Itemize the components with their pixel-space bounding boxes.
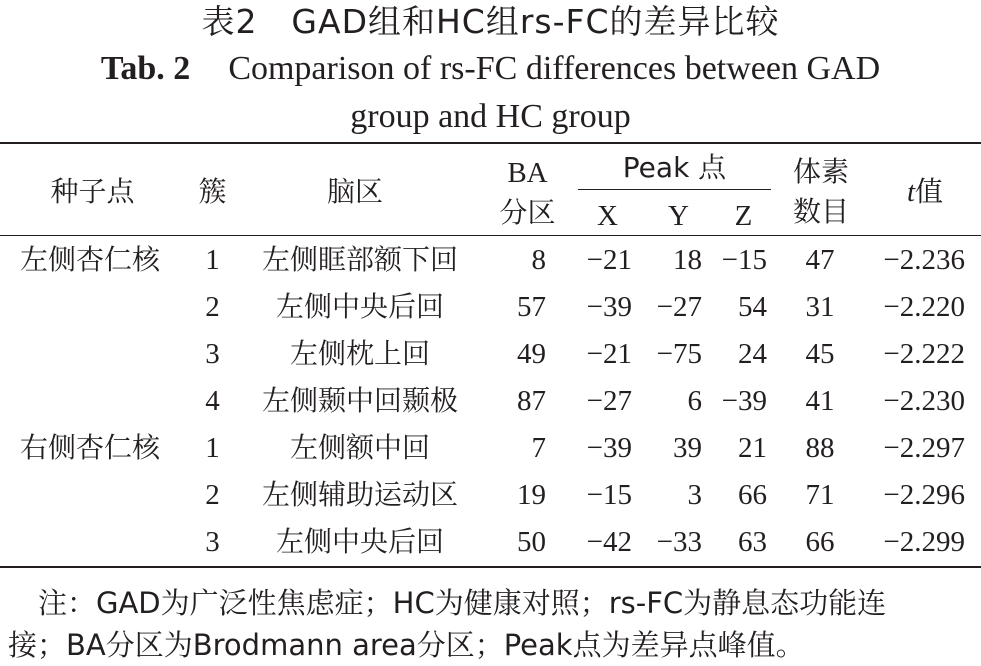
- y-cell: 3: [687, 479, 702, 511]
- x-cell: −21: [586, 244, 632, 276]
- t-cell: −2.296: [883, 479, 965, 511]
- header-cluster: 簇: [198, 175, 227, 208]
- t-cell: −2.236: [883, 244, 965, 276]
- z-cell: 66: [738, 479, 767, 511]
- header-peak: Peak 点: [622, 151, 727, 184]
- region-cell: 左侧枕上回: [289, 337, 430, 370]
- region-cell: 左侧辅助运动区: [261, 478, 458, 511]
- header-ba-line1: BA: [507, 157, 548, 189]
- ba-cell: 19: [517, 479, 546, 511]
- ba-cell: 87: [517, 385, 546, 417]
- top-rule: [0, 142, 981, 144]
- voxels-cell: 45: [805, 338, 835, 370]
- y-cell: 39: [673, 432, 702, 464]
- z-cell: 54: [738, 291, 767, 323]
- cluster-cell: 2: [205, 291, 220, 323]
- region-cell: 左侧眶部额下回: [261, 243, 458, 276]
- seed-cell: 右侧杏仁核: [19, 431, 160, 464]
- header-ba-line2: 分区: [499, 196, 556, 229]
- header-voxels-line2: 数目: [792, 195, 849, 228]
- bottom-rule: [0, 566, 981, 568]
- ba-cell: 50: [517, 526, 546, 558]
- header-t-italic: t: [906, 176, 916, 208]
- t-cell: −2.222: [883, 338, 965, 370]
- header-rule: [0, 235, 981, 236]
- note-line1: 注：GAD为广泛性焦虑症；HC为健康对照；rs-FC为静息态功能连: [38, 586, 887, 620]
- region-cell: 左侧中央后回: [275, 290, 444, 323]
- y-cell: 6: [687, 385, 702, 417]
- z-cell: −15: [721, 244, 767, 276]
- table-title-en-line2: group and HC group: [350, 98, 631, 135]
- z-cell: −39: [721, 385, 767, 417]
- cluster-cell: 1: [205, 244, 220, 276]
- t-cell: −2.220: [883, 291, 965, 323]
- x-cell: −39: [586, 432, 632, 464]
- ba-cell: 49: [517, 338, 546, 370]
- note-line2: 接；BA分区为Brodmann area分区；Peak点为差异点峰值。: [8, 628, 805, 662]
- cluster-cell: 3: [205, 338, 220, 370]
- x-cell: −42: [586, 526, 632, 558]
- region-cell: 左侧额中回: [289, 431, 430, 464]
- voxels-cell: 47: [805, 244, 835, 276]
- z-cell: 21: [738, 432, 767, 464]
- header-region: 脑区: [326, 175, 383, 208]
- voxels-cell: 66: [805, 526, 835, 558]
- y-cell: −75: [656, 338, 702, 370]
- header-t: [880, 175, 970, 209]
- x-cell: −21: [586, 338, 632, 370]
- peak-rule: [578, 189, 771, 190]
- ba-cell: 57: [517, 291, 546, 323]
- header-y: Y: [668, 200, 689, 232]
- y-cell: −27: [656, 291, 702, 323]
- cluster-cell: 1: [205, 432, 220, 464]
- ba-cell: 7: [531, 432, 546, 464]
- seed-cell: 左侧杏仁核: [19, 243, 160, 276]
- table-label: Tab. 2: [100, 50, 191, 87]
- region-cell: 左侧颞中回颞极: [261, 384, 458, 417]
- table-note: [8, 582, 976, 666]
- t-cell: −2.230: [883, 385, 965, 417]
- voxels-cell: 88: [805, 432, 835, 464]
- header-seed: 种子点: [50, 175, 135, 208]
- voxels-cell: 71: [805, 479, 835, 511]
- t-cell: −2.297: [883, 432, 965, 464]
- header-voxels-line1: 体素: [792, 155, 849, 188]
- z-cell: 63: [738, 526, 767, 558]
- z-cell: 24: [738, 338, 767, 370]
- x-cell: −39: [586, 291, 632, 323]
- header-t-suffix: 值: [915, 175, 944, 208]
- header-x: X: [597, 200, 618, 232]
- table-title-cn: 表2 GAD组和HC组rs-FC的差异比较: [201, 2, 780, 41]
- x-cell: −27: [586, 385, 632, 417]
- voxels-cell: 31: [805, 291, 835, 323]
- t-cell: −2.299: [883, 526, 965, 558]
- x-cell: −15: [586, 479, 632, 511]
- table-title-en: [0, 48, 981, 90]
- voxels-cell: 41: [805, 385, 835, 417]
- cluster-cell: 4: [205, 385, 220, 417]
- cluster-cell: 2: [205, 479, 220, 511]
- y-cell: −33: [656, 526, 702, 558]
- ba-cell: 8: [531, 244, 546, 276]
- region-cell: 左侧中央后回: [275, 525, 444, 558]
- table-title-en-line1: Comparison of rs-FC differences between GAD: [228, 50, 881, 87]
- y-cell: 18: [673, 244, 702, 276]
- header-z: Z: [734, 200, 753, 232]
- cluster-cell: 3: [205, 526, 220, 558]
